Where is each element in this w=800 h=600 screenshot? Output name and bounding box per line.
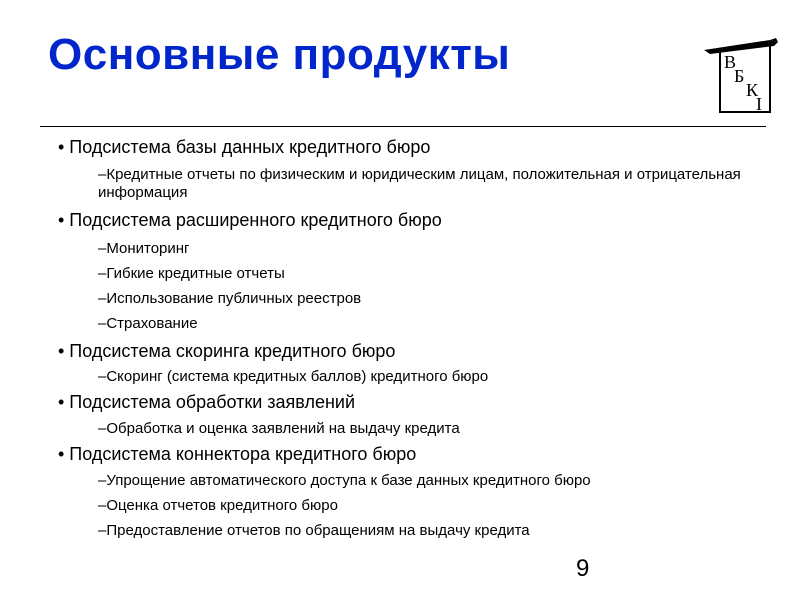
section-heading: • Подсистема базы данных кредитного бюро [58, 137, 431, 157]
list-item: –Обработка и оценка заявлений на выдачу кредита [98, 420, 460, 437]
list-item: –Страхование [98, 315, 198, 332]
logo-letter-4: І [756, 94, 762, 114]
section-heading: • Подсистема скоринга кредитного бюро [58, 341, 396, 361]
list-item: –Предоставление отчетов по обращениям на выдачу кредита [98, 522, 530, 539]
section-heading: • Подсистема обработки заявлений [58, 392, 356, 412]
list-item: –Гибкие кредитные отчеты [98, 265, 285, 282]
list-item: –Упрощение автоматического доступа к базе данных кредитного бюро [98, 472, 591, 489]
list-item: –Использование публичных реестров [98, 290, 362, 307]
list-item: –Оценка отчетов кредитного бюро [98, 497, 338, 514]
section-heading: • Подсистема коннектора кредитного бюро [58, 444, 417, 464]
list-item: –Скоринг (система кредитных баллов) кредитного бюро [98, 368, 489, 385]
logo-letter-1: В [724, 52, 737, 72]
content-list [58, 136, 778, 539]
list-item: –Кредитные отчеты по физическим и юридическим лицам, положительная и отрицательная информация [98, 166, 741, 201]
bureau-logo [700, 36, 780, 116]
title-divider [40, 126, 766, 127]
page-number: 9 [576, 555, 590, 582]
section-heading: • Подсистема расширенного кредитного бюро [58, 210, 442, 230]
logo-letter-3: К [746, 80, 759, 100]
logo-letter-2: Б [734, 66, 745, 86]
slide-title: Основные продукты [48, 30, 511, 79]
list-item: –Мониторинг [98, 240, 190, 257]
